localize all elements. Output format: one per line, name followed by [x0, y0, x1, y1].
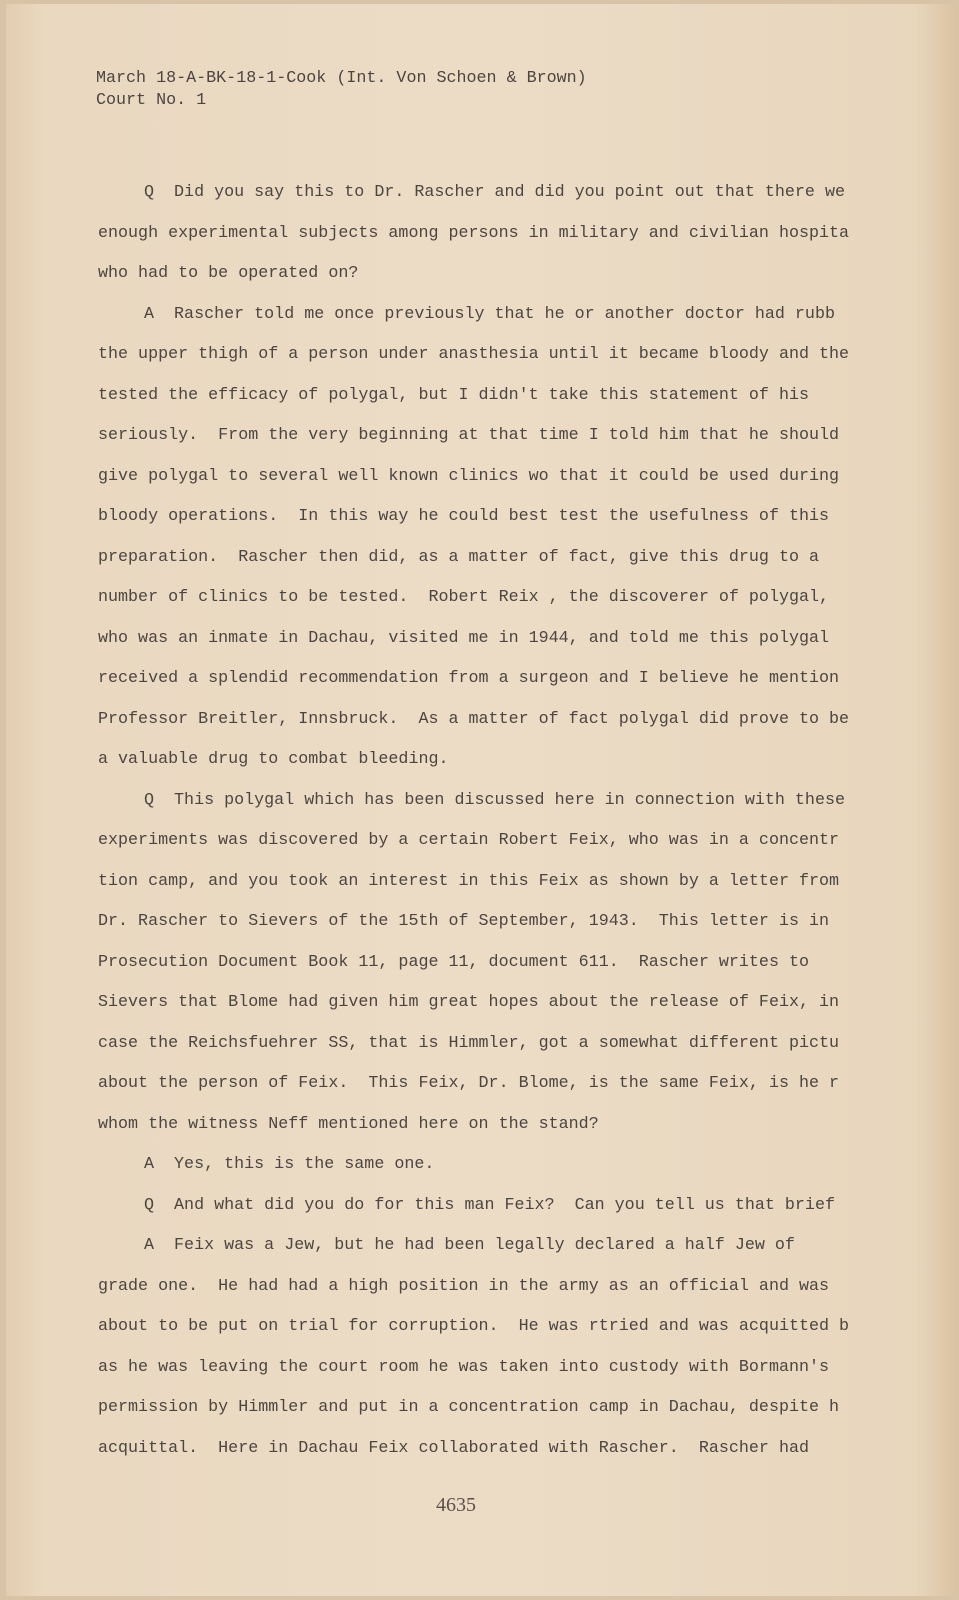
transcript-line: tested the efficacy of polygal, but I didn't take this statement of his	[98, 385, 810, 405]
header-line-2: Court No. 1	[96, 91, 207, 110]
transcript-line: as he was leaving the court room he was taken into custody with Bormann's	[98, 1357, 830, 1377]
page-number: 4635	[436, 1494, 476, 1516]
transcript-line: grade one. He had had a high position in the army as an official and was	[98, 1276, 830, 1296]
transcript-line: preparation. Rascher then did, as a matter of fact, give this drug to a	[98, 547, 820, 567]
document-page	[6, 4, 953, 1596]
transcript-line: enough experimental subjects among persons in military and civilian hospita	[98, 223, 850, 243]
transcript-line: A Yes, this is the same one.	[144, 1155, 435, 1174]
transcript-line: Sievers that Blome had given him great hopes about the release of Feix, in	[98, 993, 840, 1012]
transcript-line: about to be put on trial for corruption. He was rtried and was acquitted b	[98, 1317, 850, 1336]
transcript-line: about the person of Feix. This Feix, Dr. Blome, is the same Feix, is he r	[98, 1074, 840, 1093]
transcript-line: whom the witness Neff mentioned here on the stand?	[98, 1114, 599, 1134]
transcript-line: the upper thigh of a person under anasthesia until it became bloody and the	[98, 345, 850, 364]
transcript-line: who was an inmate in Dachau, visited me in 1944, and told me this polygal	[98, 628, 830, 648]
transcript-line: case the Reichsfuehrer SS, that is Himmler, got a somewhat different pictu	[98, 1033, 840, 1053]
transcript-line: permission by Himmler and put in a concentration camp in Dachau, despite h	[98, 1398, 840, 1417]
transcript-line: Q And what did you do for this man Feix? Can you tell us that brief	[144, 1195, 835, 1215]
transcript-line: acquittal. Here in Dachau Feix collaborated with Rascher. Rascher had	[98, 1438, 810, 1458]
transcript-line: who had to be operated on?	[98, 264, 359, 283]
transcript-line: tion camp, and you took an interest in this Feix as shown by a letter from	[98, 871, 840, 891]
transcript-line: number of clinics to be tested. Robert Reix , the discoverer of polygal,	[98, 588, 830, 607]
transcript-line: Q Did you say this to Dr. Rascher and did you point out that there we	[144, 183, 845, 202]
transcript-line: experiments was discovered by a certain Robert Feix, who was in a concentr	[98, 831, 840, 850]
transcript-line: A Rascher told me once previously that he or another doctor had rubb	[144, 304, 835, 324]
transcript-line: Q This polygal which has been discussed here in connection with these	[144, 790, 845, 810]
transcript-line: A Feix was a Jew, but he had been legally declared a half Jew of	[144, 1236, 795, 1255]
header-line-1: March 18-A-BK-18-1-Cook (Int. Von Schoen & Brown)	[96, 69, 587, 88]
transcript-line: give polygal to several well known clinics wo that it could be used during	[98, 466, 840, 486]
transcript-line: seriously. From the very beginning at that time I told him that he should	[98, 426, 840, 445]
transcript-line: Dr. Rascher to Sievers of the 15th of September, 1943. This letter is in	[98, 912, 830, 931]
transcript-line: received a splendid recommendation from a surgeon and I believe he mention	[98, 669, 840, 688]
transcript-line: a valuable drug to combat bleeding.	[98, 750, 449, 769]
transcript-line: bloody operations. In this way he could best test the usefulness of this	[98, 507, 830, 526]
transcript-line: Prosecution Document Book 11, page 11, document 611. Rascher writes to	[98, 952, 810, 972]
transcript-line: Professor Breitler, Innsbruck. As a matter of fact polygal did prove to be	[98, 709, 850, 729]
